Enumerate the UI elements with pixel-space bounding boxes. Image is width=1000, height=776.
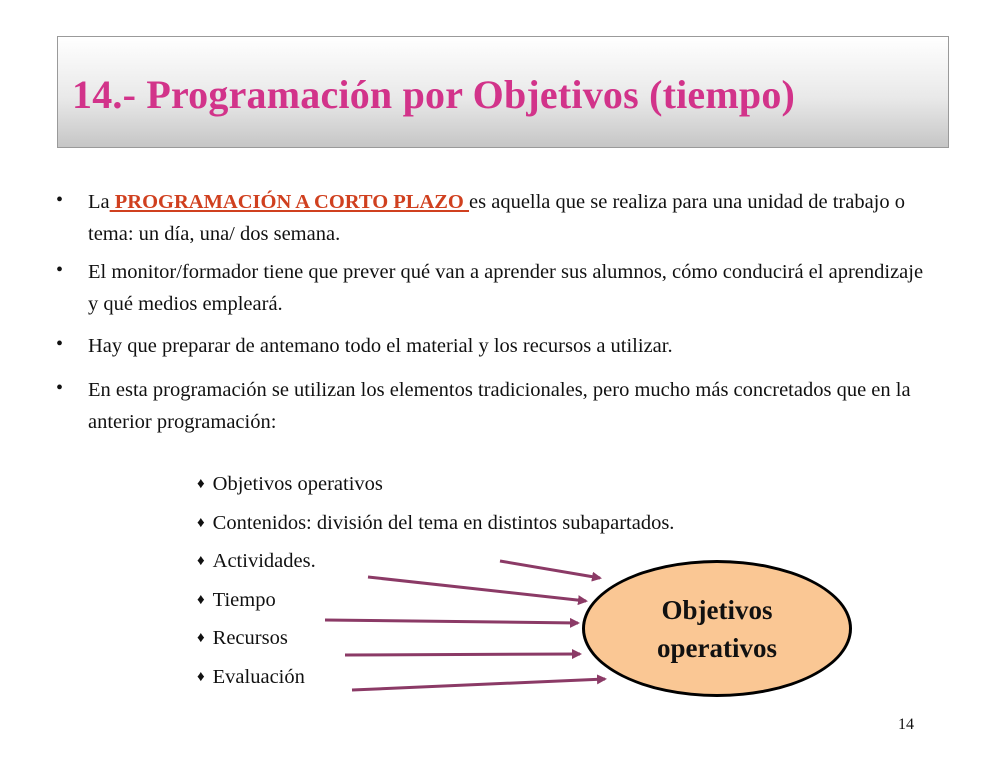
diamond-icon: ♦ (197, 591, 205, 608)
bullet-text: El monitor/formador tiene que prever qué van a aprender sus alumnos, cómo conducirá el aprendizaje y qué medios empleará. (88, 261, 924, 315)
bullet-dot: • (56, 377, 64, 399)
arrow-to-ellipse (500, 561, 600, 578)
page-number: 14 (898, 716, 914, 733)
ellipse-line-2: operativos (657, 632, 777, 663)
bullet-text-prefix: La (88, 191, 110, 213)
sublist-item: ♦ Evaluación (197, 665, 305, 688)
short-term-emphasis: PROGRAMACIÓN A CORTO PLAZO (109, 191, 470, 213)
bullet-dot: • (56, 333, 64, 355)
ellipse-line-1: Objetivos (661, 594, 773, 625)
slide-title: 14.- Programación por Objetivos (tiempo) (72, 72, 796, 117)
sublist-item: ♦ Contenidos: división del tema en distintos subapartados. (197, 511, 675, 534)
bullet-dot: • (56, 259, 64, 281)
sublist-item: ♦ Objetivos operativos (197, 473, 383, 495)
arrow-to-ellipse (325, 620, 578, 623)
bullet-dot: • (56, 189, 64, 211)
objetivos-operativos-ellipse (582, 560, 852, 697)
arrow-to-ellipse (345, 654, 580, 655)
arrow-to-ellipse (352, 679, 605, 690)
diamond-icon: ♦ (197, 668, 205, 685)
bullet-text-suffix: es aquella que se realiza para una unidad de trabajo o tema: un día, una/ dos semana. (88, 191, 906, 245)
bullet-text: Hay que preparar de antemano todo el material y los recursos a utilizar. (88, 335, 673, 357)
diamond-icon: ♦ (197, 514, 205, 531)
diamond-icon: ♦ (197, 553, 205, 569)
bullet-text: En esta programación se utilizan los elementos tradicionales, pero mucho más concretados que en la anterior programación: (88, 379, 911, 433)
sublist-item: ♦ Recursos (197, 627, 288, 649)
sublist-item: ♦ Tiempo (197, 588, 276, 611)
sublist-item: ♦ Actividades. (197, 550, 316, 572)
diamond-icon: ♦ (197, 630, 205, 646)
diamond-icon: ♦ (197, 476, 205, 492)
arrow-to-ellipse (368, 577, 586, 601)
